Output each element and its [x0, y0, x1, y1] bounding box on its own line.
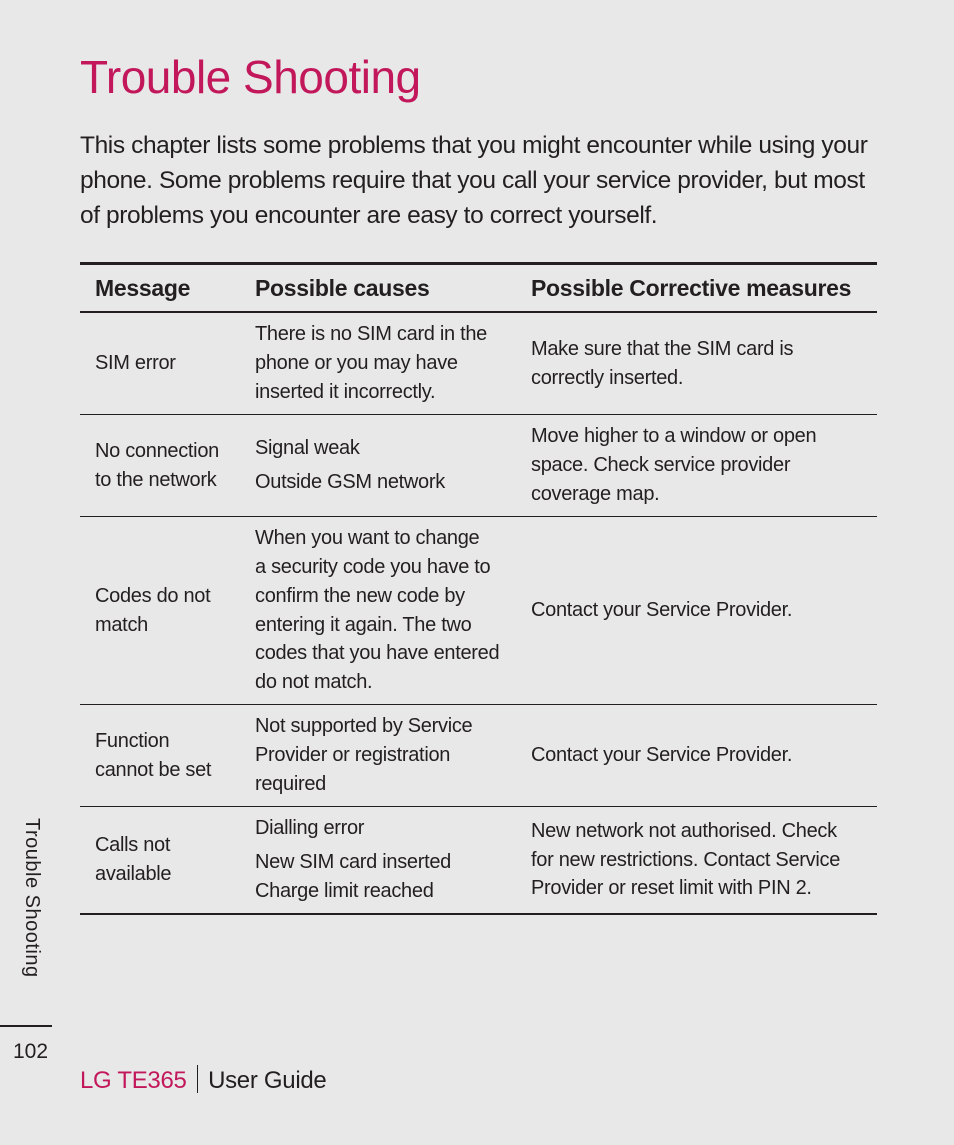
- page-title: Trouble Shooting: [80, 51, 421, 103]
- page-number: 102: [13, 1040, 49, 1063]
- message-cell: SIM error: [95, 352, 176, 375]
- causes-cell: When you want to change a security code you have to confirm the new code by entering it again. The two codes that you have entered do not match.: [255, 527, 500, 694]
- causes-cell: Not supported by Service Provider or registration required: [255, 715, 473, 795]
- table-row: [80, 313, 877, 415]
- message-cell: Codes do not match: [95, 584, 211, 636]
- troubleshooting-table: [80, 262, 877, 915]
- message-cell: Function cannot be set: [95, 729, 212, 781]
- table-row: [80, 415, 877, 517]
- message-cell: Calls not available: [95, 834, 172, 885]
- footer-brand: LG TE365: [80, 1067, 187, 1094]
- table-row: [80, 705, 877, 807]
- intro-paragraph: This chapter lists some problems that you might encounter while using your phone. Some problems require that you call your service provider, but most of problems you encounter are easy to correct yourself.: [80, 132, 868, 229]
- side-divider: [0, 1025, 52, 1027]
- causes-cell: There is no SIM card in the phone or you may have inserted it incorrectly.: [255, 323, 488, 403]
- footer: [80, 1065, 326, 1095]
- table-row: [80, 517, 877, 705]
- causes-cell: Dialling error New SIM card inserted Charge limit reached: [255, 817, 451, 902]
- header-possible-causes: Possible causes: [255, 274, 430, 301]
- measures-cell: Make sure that the SIM card is correctly inserted.: [531, 337, 794, 389]
- table-header: [80, 265, 877, 313]
- header-corrective-measures: Possible Corrective measures: [531, 274, 852, 301]
- header-message: Message: [95, 274, 191, 301]
- measures-cell: Contact your Service Provider.: [531, 744, 793, 767]
- table-row: [80, 807, 877, 915]
- causes-cell: Signal weak Outside GSM network: [255, 437, 445, 493]
- measures-cell: New network not authorised. Check for new restrictions. Contact Service Provider or reset limit with PIN 2.: [531, 819, 841, 900]
- message-cell: No connection to the network: [95, 439, 219, 491]
- footer-guide: User Guide: [208, 1067, 327, 1094]
- measures-cell: Contact your Service Provider.: [531, 599, 793, 622]
- measures-cell: Move higher to a window or open space. Check service provider coverage map.: [531, 425, 817, 505]
- footer-separator: [197, 1065, 199, 1093]
- section-side-label: Trouble Shooting: [21, 818, 43, 978]
